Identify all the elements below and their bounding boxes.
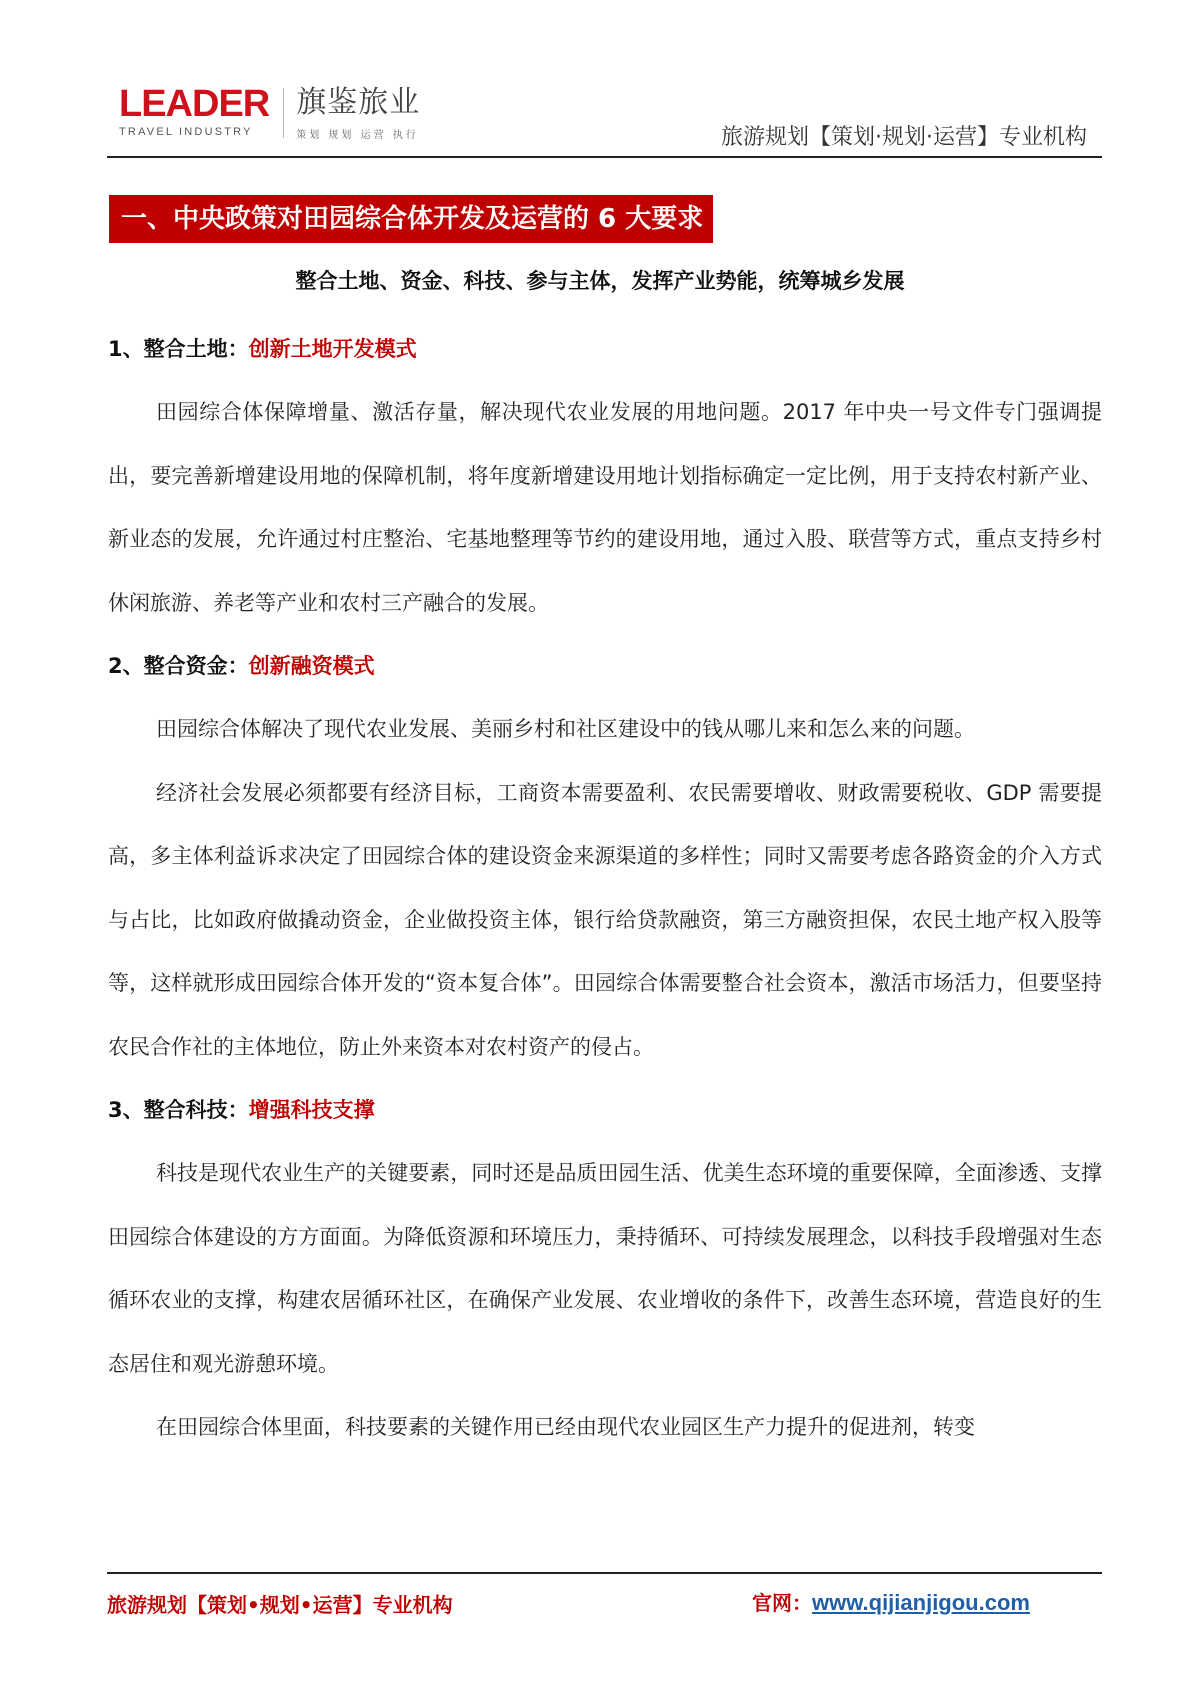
section-title-banner: 一、中央政策对田园综合体开发及运营的 6 大要求: [109, 195, 713, 243]
document-body: [108, 318, 1102, 1460]
company-logo: [119, 84, 420, 141]
logo-wordmark: LEADER: [119, 83, 270, 125]
paragraph: 经济社会发展必须都要有经济目标，工商资本需要盈利、农民需要增收、财政需要税收、GDP 需要提高，多主体利益诉求决定了田园综合体的建设资金来源渠道的多样性；同时又需要考虑各路资金的介入方式与占比，比如政府做撬动资金，企业做投资主体，银行给贷款融资，第三方融资担保，农民土地产权入股等等，这样就形成田园综合体开发的“资本复合体”。田园综合体需要整合社会资本，激活市场活力，但要坚持农民合作社的主体地位，防止外来资本对农村资产的侵占。: [108, 780, 1102, 1059]
heading-prefix: 2、整合资金：: [108, 654, 249, 678]
logo-name-cn: 旗鉴旅业: [296, 85, 421, 120]
logo-tagline-cn: 策划 规划 运营 执行: [296, 130, 419, 141]
heading-highlight: 创新融资模式: [248, 654, 375, 678]
heading-prefix: 3、整合科技：: [108, 1098, 249, 1122]
heading-highlight: 增强科技支撑: [248, 1098, 375, 1122]
header-divider: [107, 156, 1102, 158]
website-link[interactable]: www.qijianjigou.com: [812, 1590, 1030, 1615]
website-label: 官网：: [752, 1591, 812, 1615]
logo-tagline-en: TRAVEL INDUSTRY: [119, 126, 253, 138]
header-slogan: 旅游规划【策划·规划·运营】专业机构: [721, 125, 1087, 150]
heading-highlight: 创新土地开发模式: [248, 337, 417, 361]
section-subtitle: 整合土地、资金、科技、参与主体，发挥产业势能，统筹城乡发展: [295, 269, 905, 293]
item-heading-funds: [108, 635, 1102, 698]
paragraph: 田园综合体解决了现代农业发展、美丽乡村和社区建设中的钱从哪儿来和怎么来的问题。: [156, 717, 975, 741]
footer-website: [752, 1587, 1030, 1616]
footer-slogan: 旅游规划【策划•规划•运营】专业机构: [107, 1593, 453, 1617]
footer-divider: [107, 1572, 1102, 1574]
heading-prefix: 1、整合土地：: [108, 337, 249, 361]
item-heading-technology: [108, 1079, 1102, 1142]
paragraph: 科技是现代农业生产的关键要素，同时还是品质田园生活、优美生态环境的重要保障，全面渗透、支撑田园综合体建设的方方面面。为降低资源和环境压力，秉持循环、可持续发展理念，以科技手段增强对生态循环农业的支撑，构建农居循环社区，在确保产业发展、农业增收的条件下，改善生态环境，营造良好的生态居住和观光游憩环境。: [108, 1161, 1102, 1376]
paragraph: 田园综合体保障增量、激活存量，解决现代农业发展的用地问题。2017 年中央一号文件专门强调提出，要完善新增建设用地的保障机制，将年度新增建设用地计划指标确定一定比例，用于支持农村新产业、新业态的发展，允许通过村庄整治、宅基地整理等节约的建设用地，通过入股、联营等方式，重点支持乡村休闲旅游、养老等产业和农村三产融合的发展。: [108, 400, 1102, 615]
logo-divider: [283, 88, 284, 138]
page-header: [107, 84, 1099, 156]
paragraph: 在田园综合体里面，科技要素的关键作用已经由现代农业园区生产力提升的促进剂，转变: [156, 1415, 975, 1439]
item-heading-land: [108, 318, 1102, 381]
